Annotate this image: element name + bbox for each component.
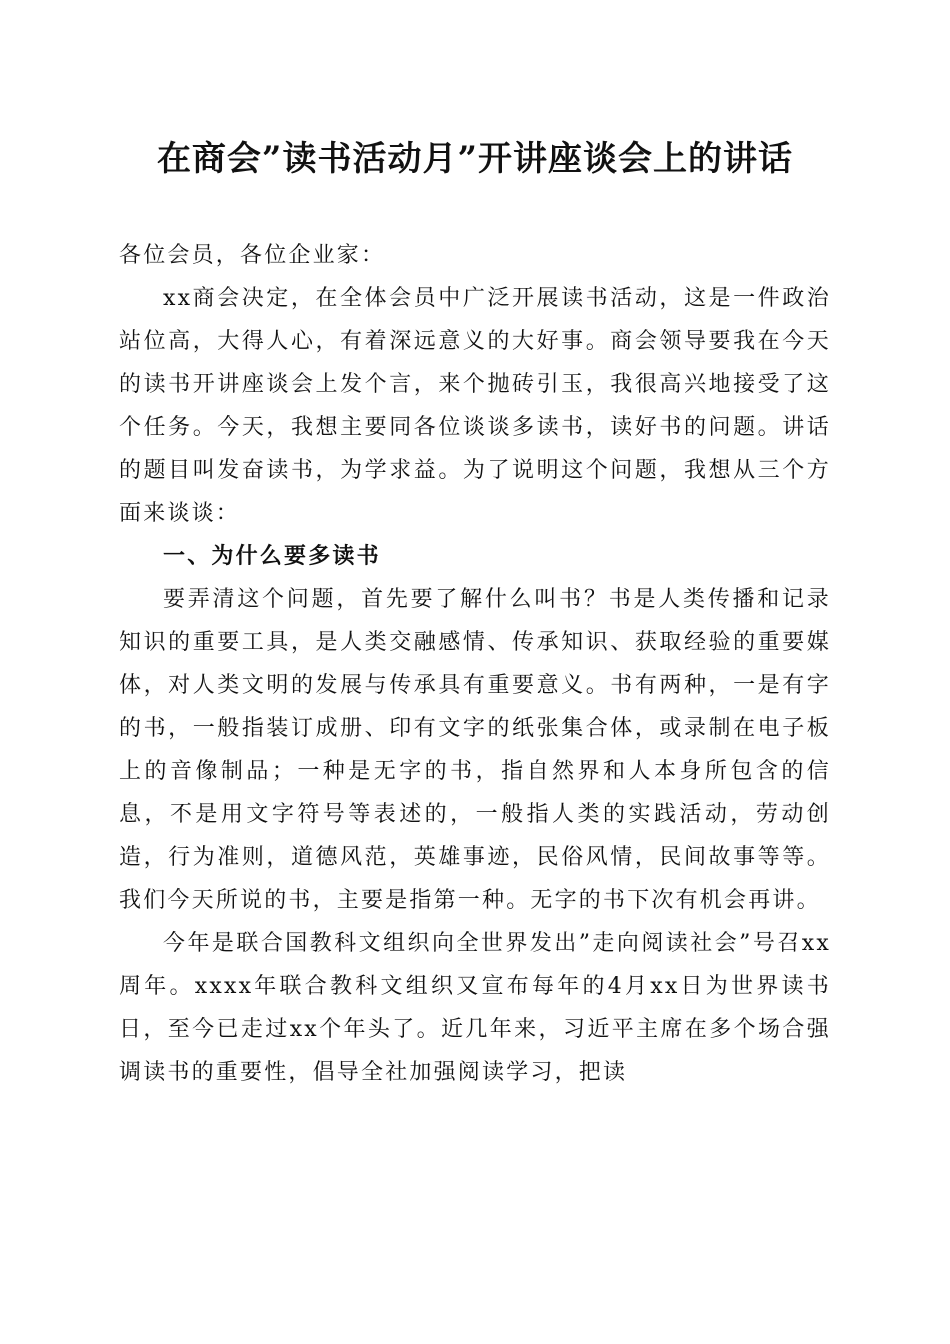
salutation: 各位会员，各位企业家： bbox=[119, 243, 386, 268]
body-paragraph: 要弄清这个问题，首先要了解什么叫书？书是人类传播和记录知识的重要工具，是人类交融感情、传承知识、获取经验的重要媒体，对人类文明的发展与传承具有重要意义。书有两种，一是有字的书，一般指装订成册、印有文字的纸张集合体，或录制在电子板上的音像制品；一种是无字的书，指自然界和人本身所包含的信息，不是用文字符号等表述的，一般指人类的实践活动，劳动创造，行为准则，道德风范，英雄事迹，民俗风情，民间故事等等。我们今天所说的书，主要是指第一种。无字的书下次有机会再讲。 bbox=[119, 587, 831, 913]
section-heading: 一、为什么要多读书 bbox=[163, 544, 381, 569]
intro-paragraph: xx商会决定，在全体会员中广泛开展读书活动，这是一件政治站位高，大得人心，有着深远意义的大好事。商会领导要我在今天的读书开讲座谈会上发个言，来个抛砖引玉，我很高兴地接受了这个任务。今天，我想主要同各位谈谈多读书，读好书的问题。讲话的题目叫发奋读书，为学求益。为了说明这个问题，我想从三个方面来谈谈： bbox=[119, 286, 831, 526]
document-body bbox=[119, 234, 831, 1094]
document-title: 在商会”读书活动月”开讲座谈会上的讲话 bbox=[156, 139, 794, 179]
body-paragraph: 今年是联合国教科文组织向全世界发出”走向阅读社会”号召xx周年。xxxx年联合教科文组织又宣布每年的4月xx日为世界读书日，至今已走过xx个年头了。近几年来，习近平主席在多个场合强调读书的重要性，倡导全社加强阅读学习，把读 bbox=[119, 931, 831, 1085]
